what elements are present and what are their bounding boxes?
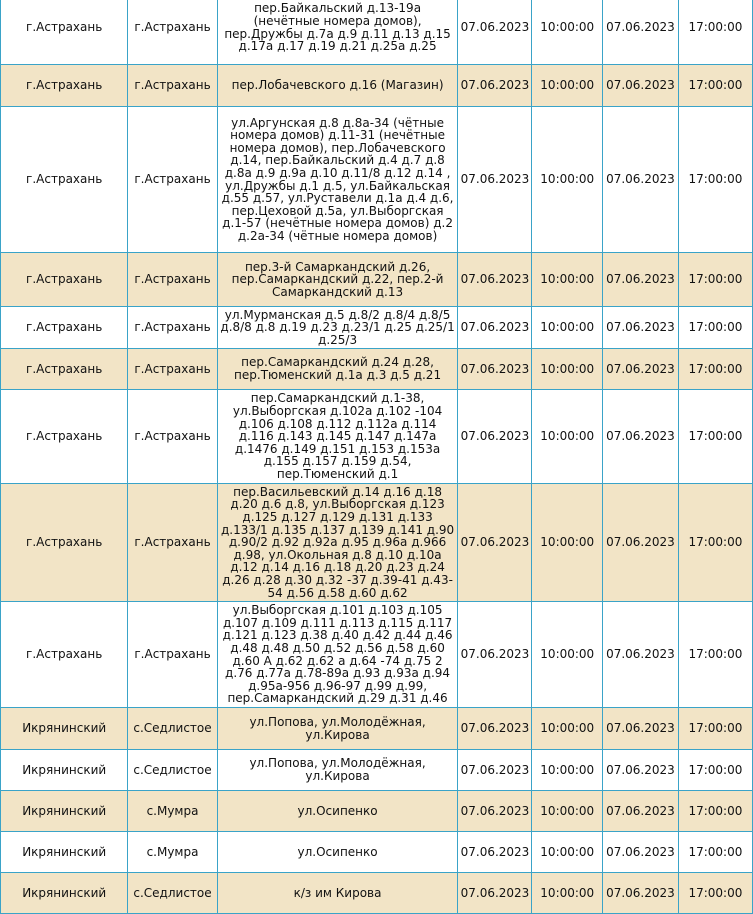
start-time-cell: 10:00:00 [532, 65, 603, 107]
addresses-cell: ул.Мурманская д.5 д.8/2 д.8/4 д.8/5 д.8/8 д.8 д.19 д.23 д.23/1 д.25 д.25/1 д.25/3 [217, 307, 458, 349]
district-cell: Икрянинский [1, 750, 128, 791]
start-date-cell: 07.06.2023 [458, 65, 532, 107]
start-time-cell: 10:00:00 [532, 708, 603, 750]
locality-cell: г.Астрахань [128, 349, 217, 390]
district-cell: г.Астрахань [1, 349, 128, 390]
end-time-cell: 17:00:00 [678, 307, 752, 349]
end-time-cell: 17:00:00 [678, 484, 752, 602]
locality-cell: с.Седлистое [128, 873, 217, 914]
locality-cell: г.Астрахань [128, 602, 217, 708]
table-row [1, 708, 753, 750]
locality-cell: с.Седлистое [128, 708, 217, 750]
start-time-cell: 10:00:00 [532, 832, 603, 873]
table-row [1, 832, 753, 873]
addresses-cell: ул.Попова, ул.Молодёжная, ул.Кирова [217, 708, 458, 750]
end-time-cell: 17:00:00 [678, 791, 752, 832]
district-cell: Икрянинский [1, 832, 128, 873]
end-date-cell: 07.06.2023 [603, 602, 679, 708]
end-date-cell: 07.06.2023 [603, 107, 679, 253]
end-date-cell: 07.06.2023 [603, 307, 679, 349]
end-time-cell: 17:00:00 [678, 602, 752, 708]
addresses-cell: ул.Осипенко [217, 832, 458, 873]
end-date-cell: 07.06.2023 [603, 65, 679, 107]
table-row [1, 791, 753, 832]
addresses-cell: пер.Лобачевского д.16 (Магазин) [217, 65, 458, 107]
addresses-cell: пер.Самаркандский д.24 д.28, пер.Тюменский д.1а д.3 д.5 д.21 [217, 349, 458, 390]
start-time-cell: 10:00:00 [532, 0, 603, 65]
locality-cell: г.Астрахань [128, 484, 217, 602]
addresses-cell: пер.3-й Самаркандский д.26, пер.Самаркандский д.22, пер.2-й Самаркандский д.13 [217, 253, 458, 307]
district-cell: Икрянинский [1, 873, 128, 914]
start-date-cell: 07.06.2023 [458, 750, 532, 791]
start-date-cell: 07.06.2023 [458, 390, 532, 484]
start-time-cell: 10:00:00 [532, 349, 603, 390]
end-time-cell: 17:00:00 [678, 65, 752, 107]
table-row [1, 873, 753, 914]
district-cell: г.Астрахань [1, 390, 128, 484]
district-cell: г.Астрахань [1, 602, 128, 708]
end-time-cell: 17:00:00 [678, 390, 752, 484]
start-date-cell: 07.06.2023 [458, 708, 532, 750]
start-date-cell: 07.06.2023 [458, 0, 532, 65]
addresses-cell: к/з им Кирова [217, 873, 458, 914]
table-row [1, 65, 753, 107]
end-date-cell: 07.06.2023 [603, 873, 679, 914]
end-time-cell: 17:00:00 [678, 253, 752, 307]
district-cell: г.Астрахань [1, 0, 128, 65]
end-date-cell: 07.06.2023 [603, 349, 679, 390]
table-row [1, 0, 753, 65]
addresses-cell: пер.Васильевский д.14 д.16 д.18 д.20 д.6 д.8, ул.Выборгская д.123 д.125 д.127 д.129 д.131 д.133 д.133/1 д.135 д.137 д.139 д.141 д.90 д.90/2 д.92 д.92а д.95 д.96а д.966 д.98, ул.Окольная д.8 д.10 д.10а д.12 д.14 д.16 д.18 д.20 д.23 д.24 д.26 д.28 д.30 д.32 -37 д.39-41 д.43-54 д.56 д.58 д.60 д.62 [217, 484, 458, 602]
table-row [1, 602, 753, 708]
district-cell: г.Астрахань [1, 307, 128, 349]
district-cell: г.Астрахань [1, 107, 128, 253]
table-row [1, 307, 753, 349]
start-time-cell: 10:00:00 [532, 107, 603, 253]
locality-cell: г.Астрахань [128, 390, 217, 484]
locality-cell: г.Астрахань [128, 107, 217, 253]
table-row [1, 390, 753, 484]
end-time-cell: 17:00:00 [678, 349, 752, 390]
district-cell: г.Астрахань [1, 484, 128, 602]
district-cell: Икрянинский [1, 791, 128, 832]
start-time-cell: 10:00:00 [532, 253, 603, 307]
start-time-cell: 10:00:00 [532, 307, 603, 349]
end-date-cell: 07.06.2023 [603, 791, 679, 832]
addresses-cell: ул.Выборгская д.101 д.103 д.105 д.107 д.109 д.111 д.113 д.115 д.117 д.121 д.123 д.38 д.40 д.42 д.44 д.46 д.48 д.48 д.50 д.52 д.56 д.58 д.60 д.60 А д.62 д.62 а д.64 -74 д.75 2 д.76 д.77а д.78-89а д.93 д.93а д.94 д.95а-956 д.96-97 д.99 д.99, пер.Самаркандский д.29 д.31 д.46 [217, 602, 458, 708]
end-time-cell: 17:00:00 [678, 0, 752, 65]
locality-cell: г.Астрахань [128, 253, 217, 307]
district-cell: г.Астрахань [1, 65, 128, 107]
addresses-cell: пер.Байкальский д.13-19а (нечётные номера домов), пер.Дружбы д.7а д.9 д.11 д.13 д.15 д.17а д.17 д.19 д.21 д.25а д.25 [217, 0, 458, 65]
district-cell: г.Астрахань [1, 253, 128, 307]
end-time-cell: 17:00:00 [678, 107, 752, 253]
start-time-cell: 10:00:00 [532, 791, 603, 832]
start-date-cell: 07.06.2023 [458, 602, 532, 708]
start-date-cell: 07.06.2023 [458, 107, 532, 253]
district-cell: Икрянинский [1, 708, 128, 750]
table-row [1, 107, 753, 253]
locality-cell: г.Астрахань [128, 0, 217, 65]
end-date-cell: 07.06.2023 [603, 484, 679, 602]
addresses-cell: ул.Аргунская д.8 д.8а-34 (чётные номера домов) д.11-31 (нечётные номера домов), пер.Лобачевского д.14, пер.Байкальский д.4 д.7 д.8 д.8а д.9 д.9а д.10 д.11/8 д.12 д.14 , ул.Дружбы д.1 д.5, ул.Байкальская д.55 д.57, ул.Руставели д.1а д.4 д.6, пер.Цеховой д.5а, ул.Выборгская д.1-57 (нечётные номера домов) д.2 д.2а-34 (чётные номера домов) [217, 107, 458, 253]
addresses-cell: ул.Осипенко [217, 791, 458, 832]
table-row [1, 750, 753, 791]
start-time-cell: 10:00:00 [532, 602, 603, 708]
start-date-cell: 07.06.2023 [458, 253, 532, 307]
end-time-cell: 17:00:00 [678, 832, 752, 873]
end-time-cell: 17:00:00 [678, 708, 752, 750]
start-date-cell: 07.06.2023 [458, 873, 532, 914]
end-date-cell: 07.06.2023 [603, 0, 679, 65]
end-date-cell: 07.06.2023 [603, 750, 679, 791]
table-row [1, 349, 753, 390]
start-time-cell: 10:00:00 [532, 390, 603, 484]
end-time-cell: 17:00:00 [678, 750, 752, 791]
locality-cell: с.Седлистое [128, 750, 217, 791]
start-time-cell: 10:00:00 [532, 484, 603, 602]
end-time-cell: 17:00:00 [678, 873, 752, 914]
end-date-cell: 07.06.2023 [603, 390, 679, 484]
addresses-cell: ул.Попова, ул.Молодёжная, ул.Кирова [217, 750, 458, 791]
start-date-cell: 07.06.2023 [458, 349, 532, 390]
start-date-cell: 07.06.2023 [458, 484, 532, 602]
locality-cell: г.Астрахань [128, 65, 217, 107]
start-date-cell: 07.06.2023 [458, 307, 532, 349]
start-date-cell: 07.06.2023 [458, 791, 532, 832]
locality-cell: с.Мумра [128, 832, 217, 873]
end-date-cell: 07.06.2023 [603, 253, 679, 307]
start-date-cell: 07.06.2023 [458, 832, 532, 873]
table-row [1, 484, 753, 602]
locality-cell: с.Мумра [128, 791, 217, 832]
locality-cell: г.Астрахань [128, 307, 217, 349]
end-date-cell: 07.06.2023 [603, 832, 679, 873]
start-time-cell: 10:00:00 [532, 750, 603, 791]
start-time-cell: 10:00:00 [532, 873, 603, 914]
addresses-cell: пер.Самаркандский д.1-38, ул.Выборгская д.102а д.102 -104 д.106 д.108 д.112 д.112а д.114 д.116 д.143 д.145 д.147 д.147а д.1476 д.149 д.151 д.153 д.153а д.155 д.157 д.159 д.54, пер.Тюменский д.1 [217, 390, 458, 484]
table-row [1, 253, 753, 307]
end-date-cell: 07.06.2023 [603, 708, 679, 750]
